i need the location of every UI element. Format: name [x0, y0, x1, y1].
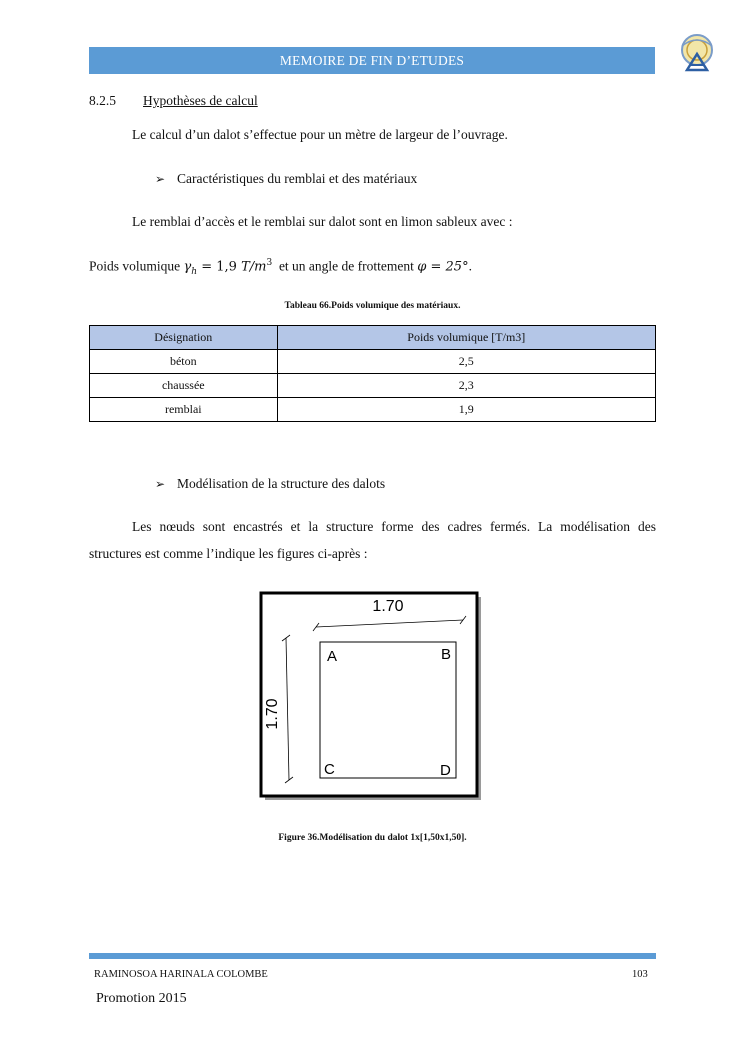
cell-value: 2,3: [277, 374, 655, 398]
footer-promotion: Promotion 2015: [96, 991, 187, 1006]
table-row: [90, 374, 656, 398]
page-header-bar: [89, 47, 655, 74]
gamma-value: = 1,9: [197, 259, 242, 275]
table-caption: Tableau 66.Poids volumique des matériaux.: [284, 301, 461, 311]
gamma-symbol: γ: [183, 259, 192, 275]
cell-value: 1,9: [277, 398, 655, 422]
text-end: .: [468, 258, 472, 274]
gamma-subscript: h: [191, 267, 198, 278]
school-logo-icon: [674, 32, 720, 78]
table-row: [90, 350, 656, 374]
dim-label-top: 1.70: [372, 598, 404, 615]
paragraph-noeuds-line1: Les nœuds sont encastrés et la structure forme des cadres fermés. La modélisation des: [132, 519, 656, 534]
unit-exponent: 3: [266, 258, 273, 268]
footer-bar: [89, 953, 656, 959]
paragraph-calcul: Le calcul d’un dalot s’effectue pour un mètre de largeur de l’ouvrage.: [132, 127, 508, 142]
cell-designation: béton: [90, 350, 278, 374]
dalot-model-drawing: [258, 590, 483, 802]
table-header-row: [90, 326, 656, 350]
dalot-model-figure: [258, 590, 483, 802]
header-poids-volumique: Poids volumique [T/m3]: [277, 326, 655, 350]
bullet-item-caracteristiques: [155, 171, 417, 187]
bullet-item-modelisation: [155, 476, 385, 492]
arrow-bullet-icon: ➢: [155, 477, 166, 491]
materials-table: [89, 325, 656, 422]
footer-author: RAMINOSOA HARINALA COLOMBE: [94, 969, 268, 980]
section-title: Hypothèses de calcul: [143, 93, 258, 108]
cell-designation: chaussée: [90, 374, 278, 398]
cell-designation: remblai: [90, 398, 278, 422]
paragraph-poids-volumique: [89, 258, 472, 277]
node-label-a: A: [327, 648, 338, 665]
node-label-b: B: [441, 646, 452, 663]
paragraph-remblai: Le remblai d’accès et le remblai sur dalot sont en limon sableux avec :: [132, 214, 513, 229]
node-label-d: D: [440, 762, 451, 779]
node-label-c: C: [324, 761, 335, 778]
figure-caption: Figure 36.Modélisation du dalot 1x[1,50x1,50].: [278, 833, 467, 843]
arrow-bullet-icon: ➢: [155, 172, 166, 186]
header-designation: Désignation: [90, 326, 278, 350]
header-title: MEMOIRE DE FIN D’ETUDES: [279, 53, 465, 68]
table-row: [90, 398, 656, 422]
bullet-text: Caractéristiques du remblai et des matériaux: [177, 171, 418, 186]
text-prefix: Poids volumique: [89, 258, 181, 274]
cell-value: 2,5: [277, 350, 655, 374]
dim-label-left: 1.70: [264, 698, 281, 730]
phi-equation: φ = 25°: [417, 259, 469, 275]
unit: T/m: [241, 259, 267, 275]
text-mid: et un angle de frottement: [278, 258, 414, 274]
paragraph-noeuds-line2: structures est comme l’indique les figures ci-après :: [89, 546, 368, 561]
page-number: 103: [632, 969, 648, 980]
section-number: 8.2.5: [89, 93, 116, 108]
bullet-text: Modélisation de la structure des dalots: [177, 476, 386, 491]
